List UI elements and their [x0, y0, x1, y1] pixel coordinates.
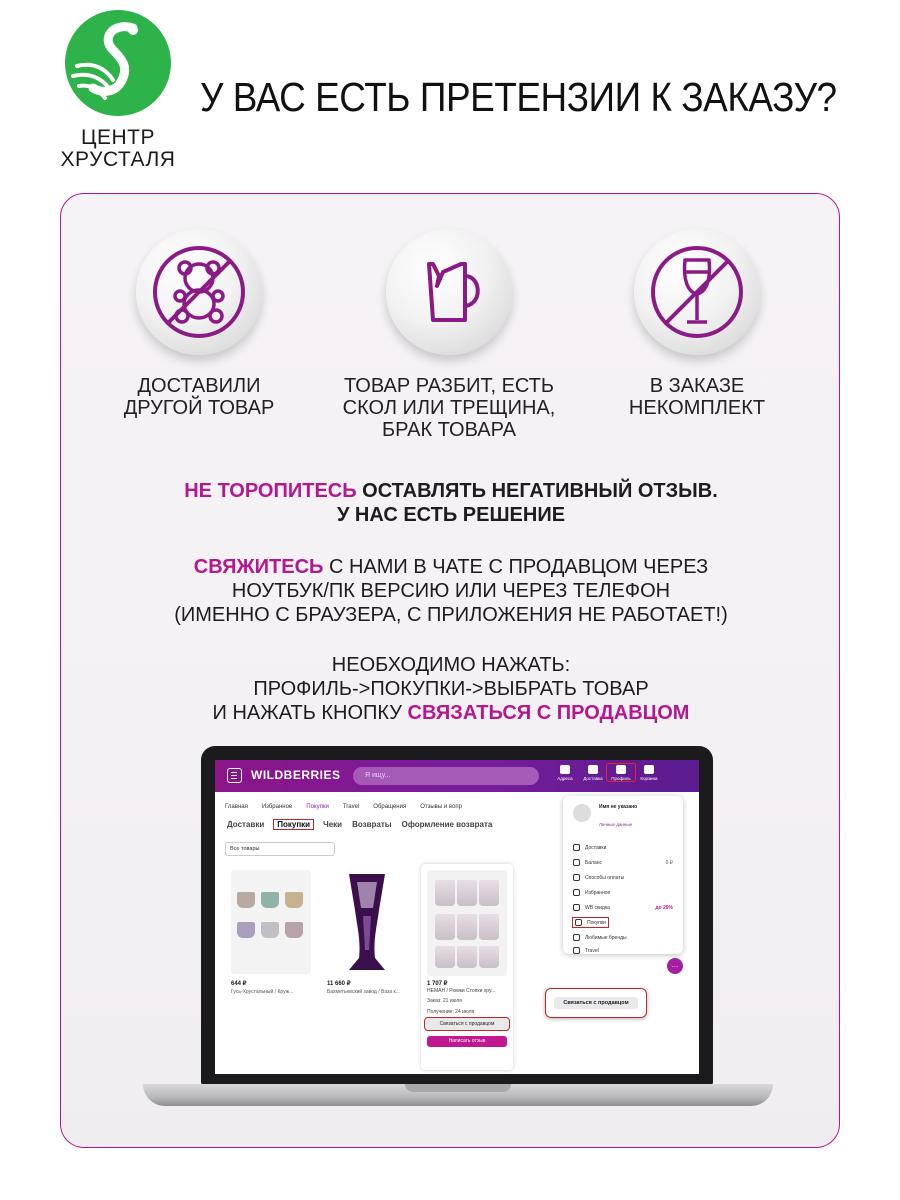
issue-label: ДОСТАВИЛИ ДРУГОЙ ТОВАР: [123, 375, 275, 419]
dropdown-item-travel[interactable]: Travel: [573, 947, 599, 954]
issue-icon-circle: [386, 229, 512, 355]
heart-icon: [573, 889, 580, 896]
product-image: [231, 870, 311, 974]
product-desc: Бахметьевский завод / Ваза к...: [327, 989, 400, 995]
contact-seller-button[interactable]: Связаться с продавцом: [425, 1018, 509, 1030]
product-price: 644 ₽: [231, 981, 247, 987]
dropdown-item-payment[interactable]: Способы оплаты: [573, 874, 624, 881]
tab-receipts[interactable]: Чеки: [323, 820, 343, 829]
header-profile[interactable]: Профиль: [607, 764, 635, 781]
nav-favorites[interactable]: Избранное: [261, 804, 293, 810]
laptop-illustration: [143, 746, 773, 1118]
filter-select[interactable]: Все товары: [225, 842, 335, 856]
user-icon: [616, 765, 626, 774]
wb-nav: [225, 804, 462, 810]
wb-header: [215, 760, 699, 792]
bag-icon: [575, 919, 582, 926]
nav-reviews[interactable]: Отзывы и вопр: [420, 804, 462, 810]
nav-travel[interactable]: Travel: [342, 804, 360, 810]
notice-dont-rush: НЕ ТОРОПИТЕСЬ ОСТАВЛЯТЬ НЕГАТИВНЫЙ ОТЗЫВ. У НАС ЕСТЬ РЕШЕНИЕ: [184, 480, 718, 526]
product-card[interactable]: [327, 870, 407, 995]
laptop-notch: [405, 1084, 511, 1092]
profile-dropdown: [563, 796, 683, 954]
tab-deliveries[interactable]: Доставки: [227, 820, 265, 829]
nav-purchases[interactable]: Покупки: [306, 804, 329, 810]
search-input[interactable]: Я ищу...: [353, 767, 539, 785]
menu-icon[interactable]: [227, 768, 242, 783]
header-addresses[interactable]: Адреса: [551, 764, 579, 781]
product-card-selected[interactable]: [421, 864, 513, 1070]
notice-instructions: НЕОБХОДИМО НАЖАТЬ: ПРОФИЛЬ->ПОКУПКИ->ВЫБРАТЬ ТОВАР И НАЖАТЬ КНОПКУ СВЯЗАТЬСЯ С ПРОДАВЦОМ: [212, 654, 690, 724]
dropdown-item-purchases[interactable]: Покупки: [573, 918, 608, 927]
header-cart[interactable]: Корзина: [635, 764, 663, 781]
tab-returns[interactable]: Возвраты: [352, 820, 392, 829]
issue-label: ТОВАР РАЗБИТ, ЕСТЬ СКОЛ ИЛИ ТРЕЩИНА, БРАК ТОВАРА: [342, 375, 556, 441]
card-icon: [573, 874, 580, 881]
basket-icon: [573, 904, 580, 911]
laptop-lid: [201, 746, 713, 1086]
header-delivery[interactable]: Доставка: [579, 764, 607, 781]
globe-icon: [573, 947, 580, 954]
laptop-base: [143, 1084, 773, 1106]
nav-home[interactable]: Главная: [225, 804, 248, 810]
info-panel: [60, 193, 840, 1148]
dropdown-item-deliveries[interactable]: Доставки: [573, 844, 606, 851]
issue-broken-item: [329, 229, 569, 441]
nav-appeals[interactable]: Обращения: [373, 804, 407, 810]
broken-mug-icon: [399, 242, 499, 342]
avatar[interactable]: [573, 804, 591, 822]
cart-icon: [644, 765, 654, 774]
issue-icon-circle: [136, 229, 262, 355]
swan-logo-icon: [63, 8, 173, 118]
pin-icon: [560, 765, 570, 774]
personal-data-link[interactable]: Личные данные: [599, 822, 633, 827]
dropdown-item-balance[interactable]: Баланс: [573, 859, 602, 866]
wb-tabs: [227, 820, 492, 829]
box-icon: [588, 765, 598, 774]
wallet-icon: [573, 859, 580, 866]
vase-illustration: [327, 870, 407, 974]
brand-name-line2: ХРУСТАЛЯ: [60, 148, 176, 171]
received-date: Получение: 24 июля: [427, 1009, 475, 1015]
product-desc: Гусь-Хрустальный / Круж...: [231, 989, 294, 995]
contact-seller-callout: [545, 988, 647, 1018]
write-review-button[interactable]: Написать отзыв: [427, 1036, 507, 1047]
issue-wrong-item: [79, 229, 319, 419]
product-card[interactable]: [231, 870, 311, 995]
wineglass-crossed-icon: [647, 242, 747, 342]
tab-return-request[interactable]: Оформление возврата: [401, 820, 493, 829]
header-icons: [551, 764, 663, 781]
callout-label: Связаться с продавцом: [554, 997, 638, 1009]
product-image: [327, 870, 407, 974]
balance-value: 0 ₽: [665, 860, 673, 866]
profile-name: Имя не указано: [599, 804, 638, 810]
notice-contact-us: СВЯЖИТЕСЬ С НАМИ В ЧАТЕ С ПРОДАВЦОМ ЧЕРЕЗ НОУТБУК/ПК ВЕРСИЮ ИЛИ ЧЕРЕЗ ТЕЛЕФОН (ИМЕННО С БРАУЗЕРА, С ПРИЛОЖЕНИЯ НЕ РАБОТАЕТ!): [174, 556, 728, 626]
dropdown-item-brands[interactable]: Любимые бренды: [573, 934, 627, 941]
tag-icon: [573, 934, 580, 941]
product-price: 1 707 ₽: [427, 981, 448, 987]
product-image: [427, 870, 507, 976]
box-icon: [573, 844, 580, 851]
brand-name-line1: ЦЕНТР: [80, 126, 156, 149]
chat-icon[interactable]: …: [667, 958, 683, 974]
issue-label: В ЗАКАЗЕ НЕКОМПЛЕКТ: [628, 375, 766, 419]
page-title: У ВАС ЕСТЬ ПРЕТЕНЗИИ К ЗАКАЗУ?: [200, 74, 837, 120]
tab-purchases[interactable]: Покупки: [274, 820, 313, 829]
teddy-bear-crossed-icon: [149, 242, 249, 342]
dropdown-item-wb-discount[interactable]: WB скидка: [573, 904, 610, 911]
wb-logo[interactable]: WILDBERRIES: [251, 768, 341, 782]
discount-value: до 29%: [655, 905, 673, 911]
order-date: Заказ: 21 июля: [427, 998, 462, 1004]
product-desc: НЕМАН / Рюмки Стопки хру...: [427, 988, 496, 994]
brand-logo: [58, 8, 178, 171]
issue-icon-circle: [634, 229, 760, 355]
issue-incomplete-order: [577, 229, 817, 419]
laptop-screen: [215, 760, 699, 1074]
dropdown-item-favorites[interactable]: Избранное: [573, 889, 610, 896]
product-price: 11 660 ₽: [327, 981, 351, 987]
